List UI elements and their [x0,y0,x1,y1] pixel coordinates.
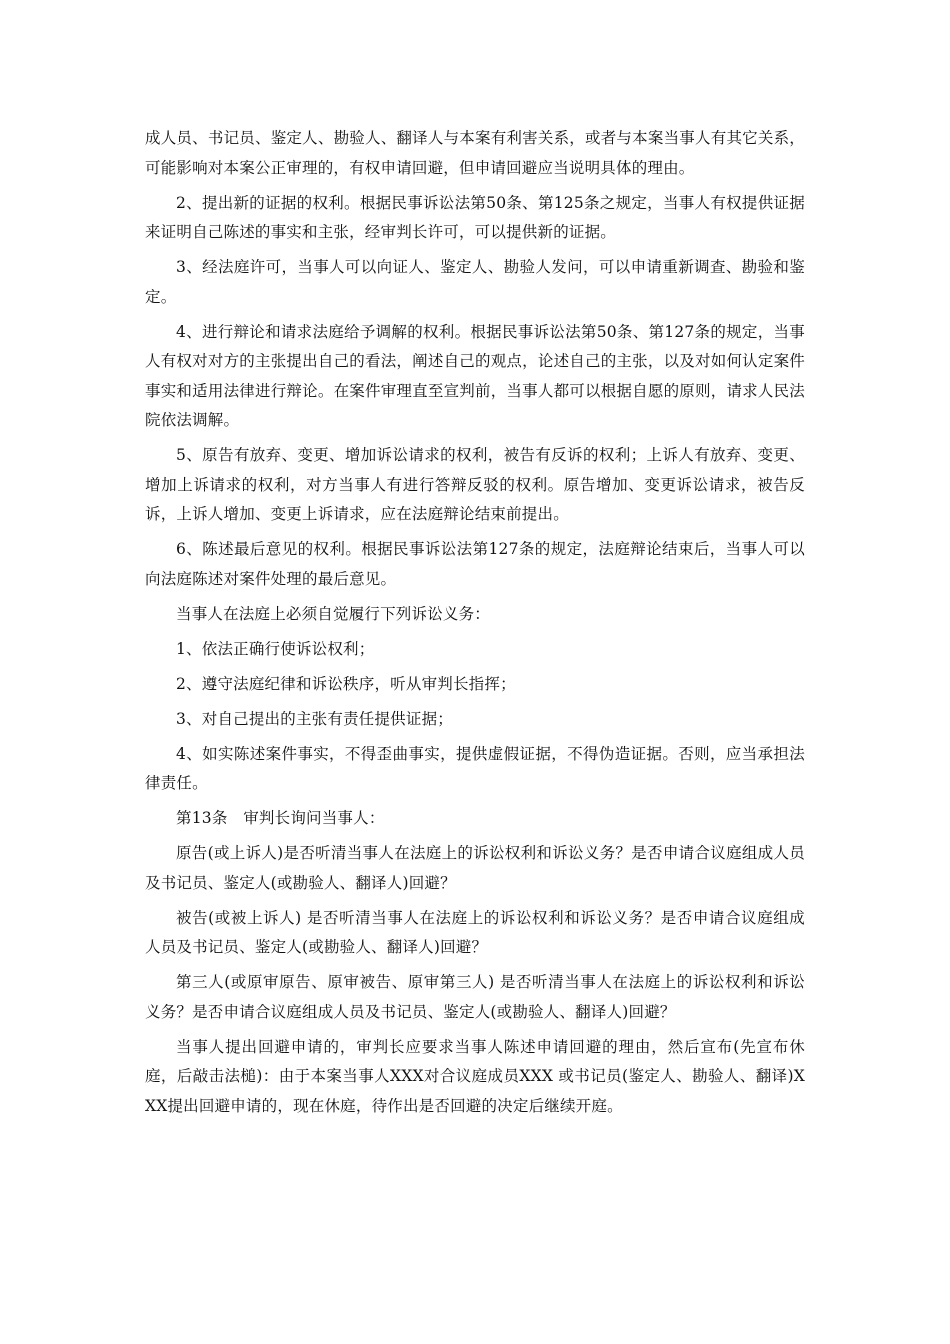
paragraph-plaintiff-question: 原告(或上诉人)是否听清当事人在法庭上的诉讼权利和诉讼义务？是否申请合议庭组成人员及书记员、鉴定人(或勘验人、翻译人)回避？ [145,844,805,892]
paragraph-obligation-3: 3、对自己提出的主张有责任提供证据； [176,709,453,728]
paragraph-right-new-evidence: 2、提出新的证据的权利。根据民事诉讼法第50条、第125条之规定，当事人有权提供证据来证明自己陈述的事实和主张，经审判长许可，可以提供新的证据。 [145,193,805,241]
paragraph-right-question-witness: 3、经法庭许可，当事人可以向证人、鉴定人、勘验人发问，可以申请重新调查、勘验和鉴定。 [145,258,805,306]
paragraph-defendant-question: 被告(或被上诉人) 是否听清当事人在法庭上的诉讼权利和诉讼义务？是否申请合议庭组成人员及书记员、鉴定人(或勘验人、翻译人)回避？ [145,908,805,956]
paragraph-third-party-question: 第三人(或原审原告、原审被告、原审第三人) 是否听清当事人在法庭上的诉讼权利和诉讼义务？是否申请合议庭组成人员及书记员、鉴定人(或勘验人、翻译人)回避？ [145,973,805,1021]
paragraph-obligation-4: 4、如实陈述案件事实，不得歪曲事实，提供虚假证据，不得伪造证据。否则，应当承担法律责任。 [145,744,805,792]
paragraph-right-debate-mediation: 4、进行辩论和请求法庭给予调解的权利。根据民事诉讼法第50条、第127条的规定，当事人有权对对方的主张提出自己的看法，阐述自己的观点，论述自己的主张，以及对如何认定案件事实和适用法律进行辩论。在案件审理直至宣判前，当事人都可以根据自愿的原则，请求人民法院依法调解。 [145,322,805,429]
paragraph-continuation: 成人员、书记员、鉴定人、勘验人、翻译人与本案有利害关系，或者与本案当事人有其它关系，可能影响对本案公正审理的，有权申请回避，但申请回避应当说明具体的理由。 [145,129,805,177]
paragraph-right-change-claims: 5、原告有放弃、变更、增加诉讼请求的权利，被告有反诉的权利；上诉人有放弃、变更、增加上诉请求的权利，对方当事人有进行答辩反驳的权利。原告增加、变更诉讼请求，被告反诉，上诉人增加、变更上诉请求，应在法庭辩论结束前提出。 [145,446,805,523]
paragraph-obligation-1: 1、依法正确行使诉讼权利； [176,639,375,658]
paragraph-recusal-procedure: 当事人提出回避申请的，审判长应要求当事人陈述申请回避的理由，然后宣布(先宣布休庭，后敲击法槌)：由于本案当事人XXX对合议庭成员XXX 或书记员(鉴定人、勘验人、翻译)XXX提出回避申请的，现在休庭，待作出是否回避的决定后继续开庭。 [145,1037,805,1115]
article-13-heading: 第13条 审判长询问当事人： [176,809,385,827]
document-page [145,124,805,1127]
paragraph-obligations-intro: 当事人在法庭上必须自觉履行下列诉讼义务： [176,604,491,623]
paragraph-obligation-2: 2、遵守法庭纪律和诉讼秩序，听从审判长指挥； [176,674,516,693]
paragraph-right-final-statement: 6、陈述最后意见的权利。根据民事诉讼法第127条的规定，法庭辩论结束后，当事人可以向法庭陈述对案件处理的最后意见。 [145,540,805,588]
